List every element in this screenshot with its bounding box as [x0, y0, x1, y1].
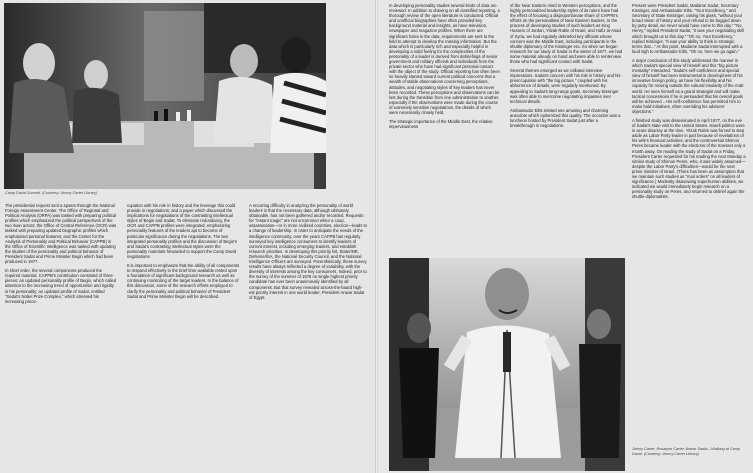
paragraph: A major conclusion of this study addressed the manner in which Sadat's special view of himself and this "big picture mentality" interacted. "Sadat's self-confidence and special view of himself has been instrumental in development of his innovative foreign policy, as have his flexibility and his capacity for moving outside the cultural insularity of the Arab world. He sees himself as a grand strategist and will make tactical concessions if he is persuaded that his overall goals will be achieved... His self-confidence has permitted him to make bold initiatives, often overriding his advisers' objections." [632, 57, 744, 114]
paragraph: The strategic importance of the Middle East, the relative imperviousness [389, 119, 493, 130]
paragraph: The presidential request sent a spasm through the National Foreign Assessment Center. The Office of Regional and Political Analysis (ORPA) was tasked with preparing political profiles which emphasized the political perspectives of the two main actors; the Office of Central Reference (OCR) was tasked with preparing updated biographic profiles which emphasized personal features; and the Center for the Analysis of Personality and Political Behavior (CAPPB) in the Office of Scientific Intelligence was tasked with updating the studies of the personality and political behavior of President Sadat and Prime Minister Begin which had been produced in 1977. [5, 203, 117, 265]
paragraph: cupation with his role in history and the leverage this could provide in negotiations; and a paper which discussed the implications for negotiations of the contrasting intellectual styles of Begin and Sadat. To eliminate redundancy, the OCR and CAPPB profiles were integrated, emphasizing personality features of the leaders apt to become of particular significance during the negotiations. The two integrated personality profiles and the discussion of Begin's and Sadat's contrasting intellectual styles were the personality materials forwarded to support the Camp David negotiations. [127, 203, 237, 259]
paragraph: In developing personality studies several kinds of data are reviewed. In addition to drawing on all classified reporting, a thorough review of the open literature is conducted. Official and unofficial biographies have often provided key background material and insights, as have television, newspaper and magazine profiles. When there are significant holes in the data, requirements are sent to the field to attempt to develop the missing information. But the data which is particularly rich and especially helpful in developing a solid feeling for the complexities of the personality of a leader is derived from debriefings of senior government and military officials and individuals from the private sector who have had significant personal contact with the object of the study. Official reporting has often been so heavily slanted toward current political concerns that a wealth of stable observations concerning perceptions, attitudes, and negotiating styles of key leaders has never been recorded. These perceptions and observations can be lost during the transition from one administration to another, especially if the observations were made during the course of extremely sensitive negotiations, the details of which were necessarily closely held. [389, 3, 500, 115]
paragraph: Present were President Sadat, Madame Sadat, Secretary Kissinger, and Ambassador Eilts. "Your Excellency," and Secretary of State Kissinger, raising his glass, "without your broad vision of history and your refusal to be bogged down by petty detail, we never would have come to this day." "No, Henry," replied President Sadat, "it was your negotiating skill which brought us to this day." "Oh no, Your Excellency," replied Kissinger, "it was your ability to think in strategic terms that..." At this point, Madame Sadat interrupted with a loud sigh to Ambassador Eilts, "Oh no, here we go again." [632, 3, 744, 54]
right-page [378, 0, 753, 473]
right-column-1 [389, 3, 501, 133]
left-column-3 [249, 203, 367, 304]
left-column-2 [127, 203, 240, 303]
sadat-walking-photo [389, 258, 625, 471]
right-column-2 [510, 3, 623, 132]
left-column-1 [5, 203, 118, 308]
paragraph: In short order, the several components produced the required material. CAPPB's contribution consisted of three pieces: an updated personality profile of Begin, which called attention to the increasing trend of opportunism and rigidity in his personality; an updated profile of Sadat, entitled "Sadat's Nobel Prize Complex," which stressed his increasing preoc- [5, 268, 117, 304]
chess-game-photo [4, 3, 326, 189]
left-page [0, 0, 375, 473]
paragraph: of the Near Eastern mind to Western perceptions, and the highly personalized leadership styles of its rulers have had the effect of focusing a disproportionate share of CAPPB's efforts on the personalities of Near Eastern leaders. In the process of developing studies of such leaders as King Hussein of Jordan, Yitzak Rabin of Israel, and Hafiz al-Asad of Syria, we had regularly debriefed key officials whose concern was the Middle East, including participants in the shuttle diplomacy of the Kissinger era. So when we began research for our study of Sadat in the winter of 1977, we had some material already on hand and were able to reinterview those who had significant contact with Sadat. [510, 3, 623, 65]
chess-photo-caption: Camp David Summit. (Courtesy: Jimmy Carter Library) [5, 191, 97, 195]
paragraph: A finished study was disseminated in April 1977, on the eve of Sadat's state visit to the United States. Israeli politics were in acute disarray at the time. Yitzak Rabin was forced to step aside as Labor Party leader in part because of revelations of his wife's financial activities, and the controversial Shimon Peres became leader with the elections of the Knesset only a month away. On reading the study of Sadat on a Friday, President Carter requested for his reading the next Monday a similar study of Shimon Peres, who, it was widely assumed—despite the Labor Party's difficulties—would be the next prime minister of Israel. (There has been an assumption that we maintain such studies as "mail orders" on all leaders of significance.) Modestly disavowing superhuman abilities, we indicated we would immediately begin research on a personality study on Peres, and returned to debrief again the shuttle diplomatists. [632, 117, 746, 200]
paragraph: Several themes emerged as we collated interview impressions. Sadat's concern with his role in history and his preoccupation with "the big picture," coupled with his abhorrence of details, were regularly mentioned. By appealing to Sadat's long-range goals, Secretary Kissinger was often able to overcome negotiating impasses over technical details. [510, 68, 621, 104]
walking-photo-caption: Jimmy Carter, Rosalynn Carter, Anwar Sadat—Walking at Camp David. (Courtesy: Jimmy Carter Library) [632, 447, 741, 456]
paragraph: A recurring difficulty in analyzing the personality of world leaders is that the necessary data, although ultimately obtainable, has not been gathered and/or recorded. Requests for "instant magic" are not uncommon when a coup, assassination—or in more civilized countries, election—leads to a change of leadership. In order to anticipate the needs of the intelligence community, over the years CAPPB has regularly surveyed key intelligence consumers to identify leaders of current interest, including emerging leaders, and establish research priorities. In developing this priority list, State/INR, Defense/ISA, the National Security Council, and the National Intelligence Officers are surveyed. Parenthetically, these survey results have always reflected a degree of variability, with the diversity of interests among the key consumers. Indeed, prior to the survey of the summer of 1976 no single highest priority candidate has ever been unanimously identified by all components. But that survey revealed across-the-board high-est priority interest in one world leader, President Anwar Sadat of Egypt. [249, 203, 368, 300]
paragraph: Ambassador Eilts related one amusing and charming anecdote which epitomized this quality. The occasion was a luncheon hosted by President Sadat just after a breakthrough in negotiations. [510, 107, 621, 129]
right-column-3 [632, 3, 746, 203]
paragraph: It is important to emphasize that the ability of all components to respond effectively in the brief time available rested upon a foundation of significant background research as well as continuing monitoring of the target leaders. In the balance of this discussion, some of the research efforts employed to clarify the personality and political behavior of President Sadat and Prime Minister Begin will be described. [127, 263, 240, 299]
